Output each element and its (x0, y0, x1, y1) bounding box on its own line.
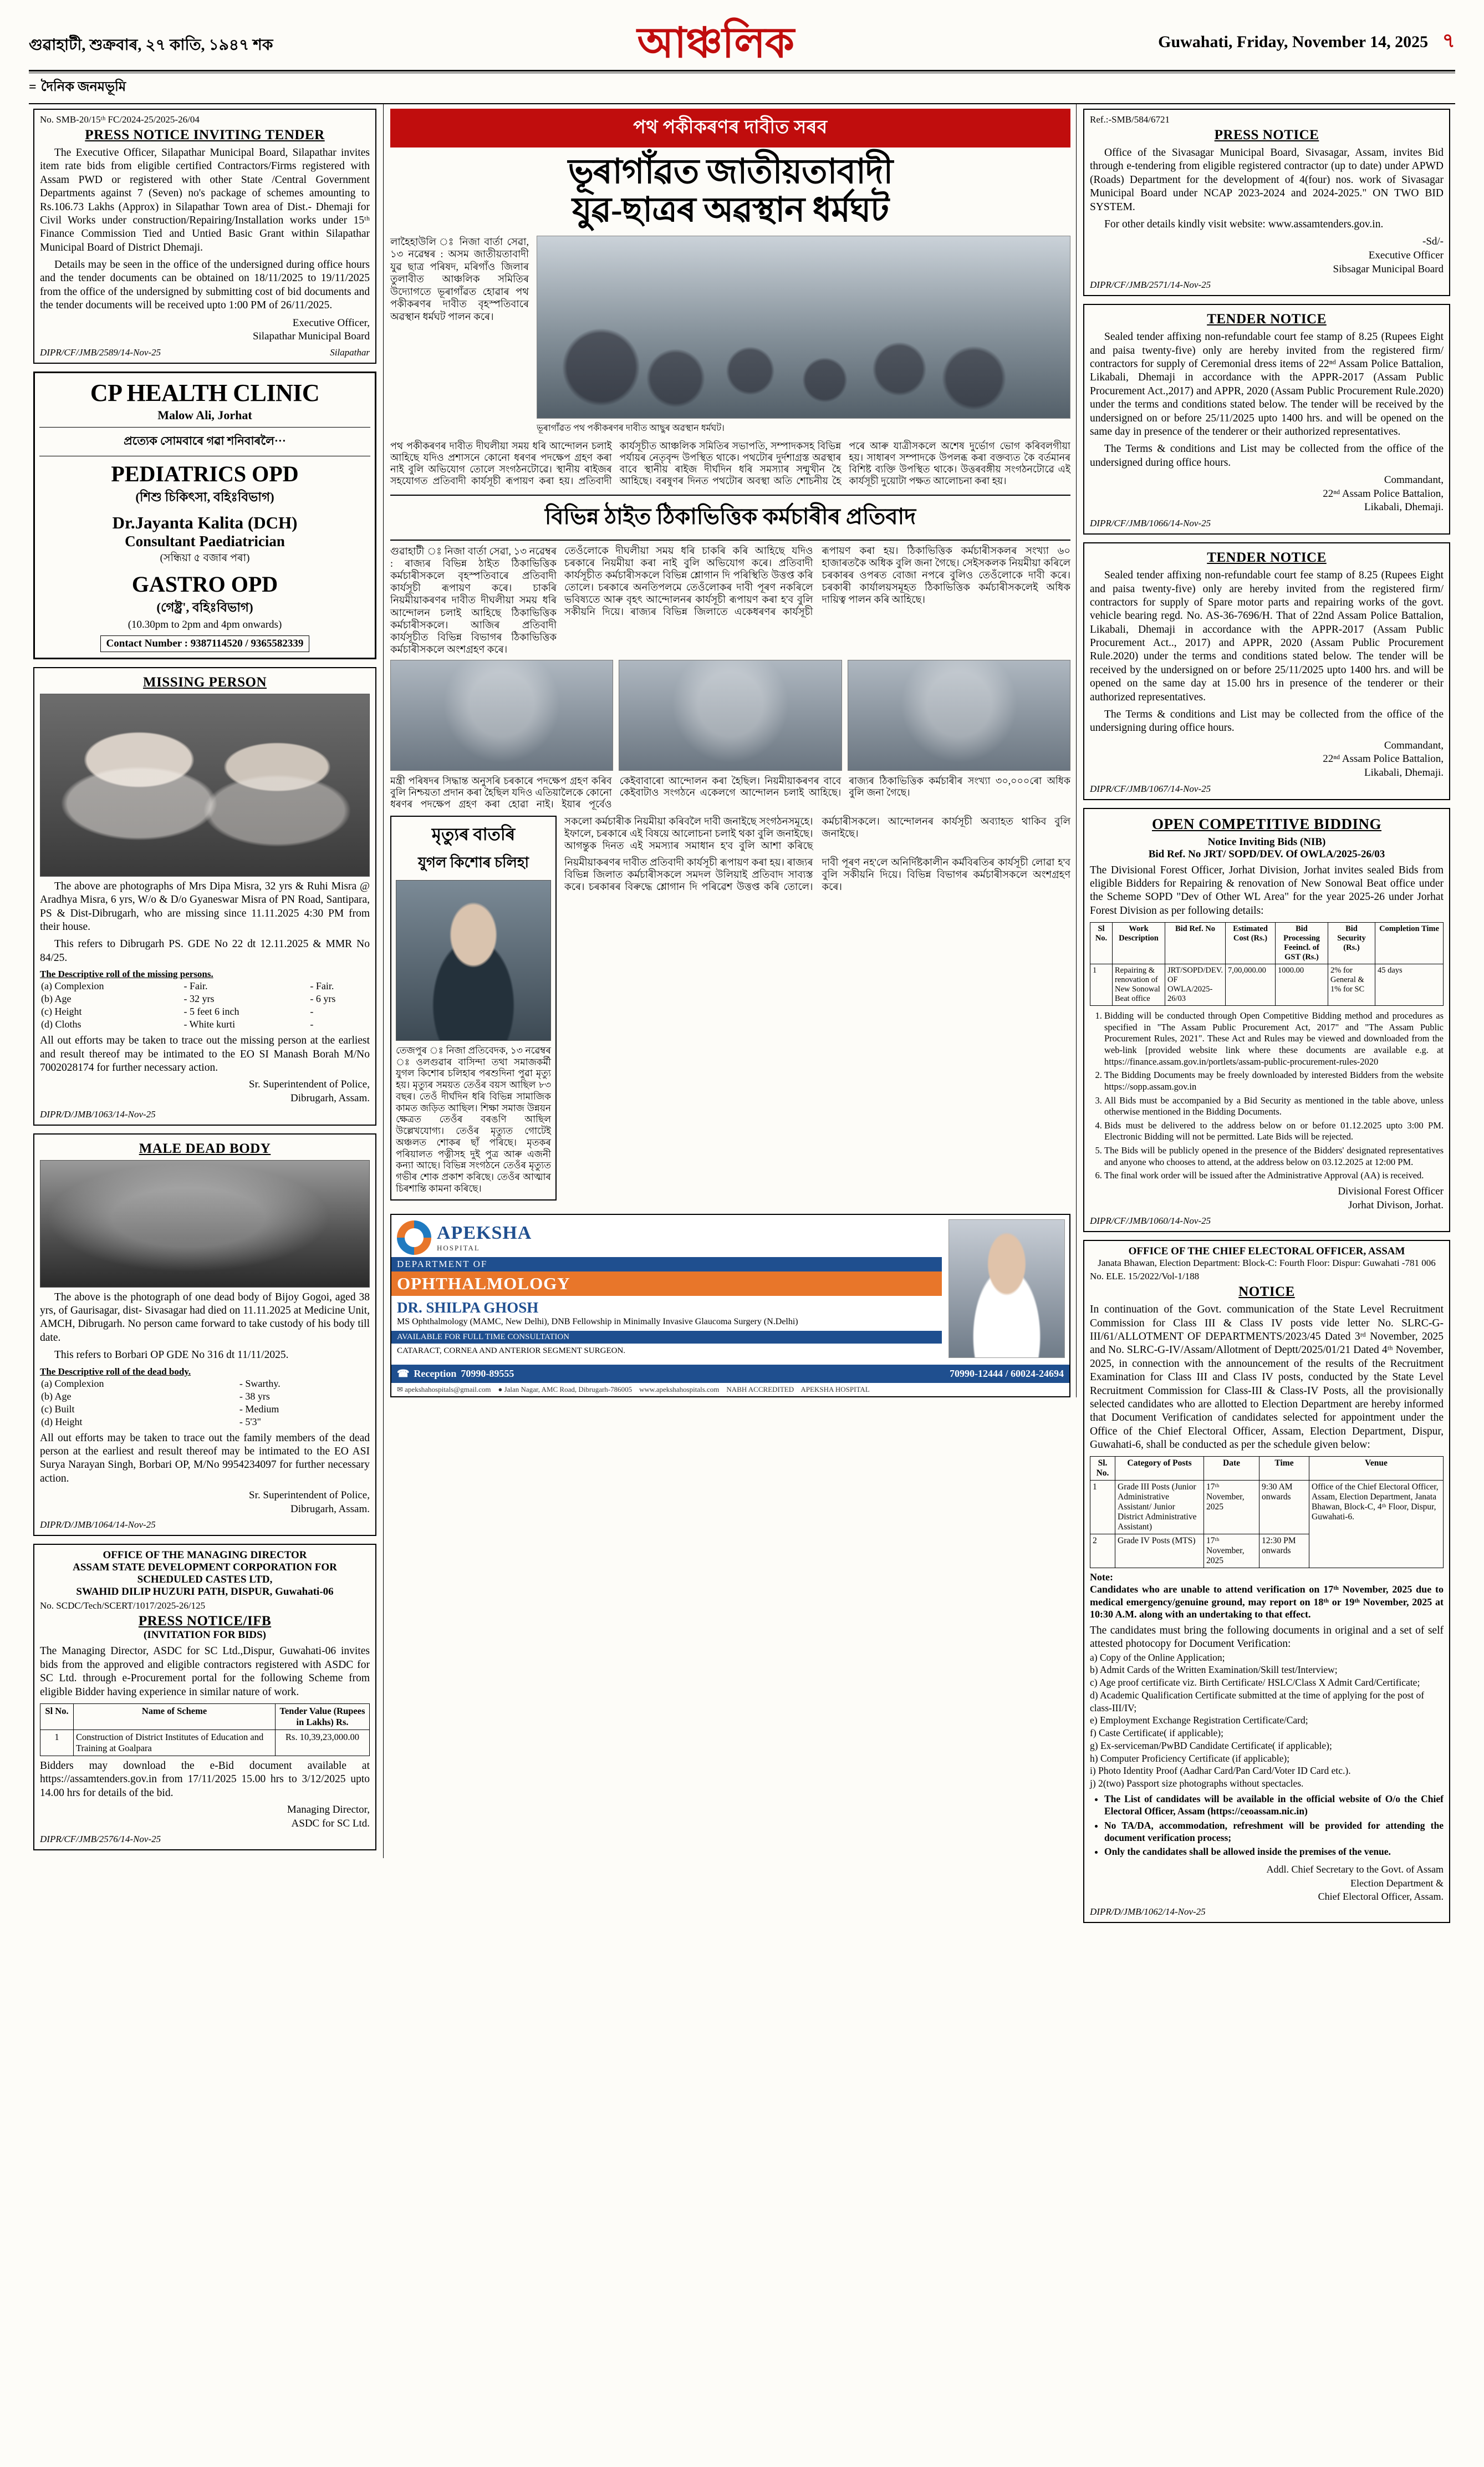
ad-apeksha-hospital (390, 1214, 1070, 1397)
tn2-signature (1090, 739, 1444, 780)
hospital-website[interactable]: www.apekshahospitals.com (639, 1385, 720, 1393)
roll-val-1: - Swarthy. (239, 1377, 281, 1389)
ceo-bullet-2: • No TA/DA, accommodation, refreshment will be provided for attending the document verification process; (1104, 1820, 1444, 1844)
ocb-sub-1: Notice Inviting Bids (NIB) (1207, 836, 1326, 848)
headline-line-1: ভূৰাগাঁৱত জাতীয়তাবাদী (568, 153, 893, 191)
ocb-th-fee: Bid Processing Feeincl. of GST (Rs.) (1276, 923, 1328, 964)
protest-photo-caption: ভূৰাগাঁৱত পথ পকীকৰণৰ দাবীত আছুৰ অৱস্থান ধৰ্মঘট। (537, 423, 725, 433)
third-text-wrap (564, 816, 1070, 893)
roll-label: (c) Height (41, 1006, 82, 1018)
table-row (40, 980, 370, 993)
sivasagar-sign-1: Executive Officer (1368, 249, 1444, 261)
tn1-sign-3: Likabali, Dhemaji. (1364, 501, 1444, 513)
obituary-body: তেজপুৰ ঃ নিজা প্ৰতিবেদক, ১৩ নৱেম্বৰ ঃ ওলগুৱাৰ বাসিন্দা তথা সমাজকৰ্মী যুগল কিশোৰ চলিহাৰ পৰশুদিনা পুৱা মৃত্যু হয়। মৃত্যুৰ সময়ত তেওঁৰ বয়স আছিল ৮৩ বছৰ। তেওঁ দীৰ্ঘদিন ধৰি বিভিন্ন সামাজিক কামত জড়িত আছিল। শিক্ষা সমাজ উন্নয়ন ক্ষেত্ৰত তেওঁৰ বৰঙণি আছিল উল্লেখযোগ্য। তেওঁৰ মৃত্যুত গোটেই অঞ্চলত শোকৰ ছাঁ পৰিছে। মৃতকৰ পৰিয়ালত পত্নীসহ দুই পুত্ৰ আৰু এজনী কন্যা আছে। বিভিন্ন সংগঠনে তেওঁৰ মৃত্যুত গভীৰ শোক প্ৰকাশ কৰিছে। তেওঁৰ আত্মাৰ চিৰশান্তি কামনা কৰিছে। (396, 1045, 551, 1194)
ocb-intro: The Divisional Forest Officer, Jorhat Division, Jorhat invites sealed Bids from eligible Bidders for Repairing & renovation of New Sonowal Beat office under the Scheme SOPD "Dev of Other WL Area" for the year 2025-26 under Jorhat Forest Division as per following details: (1090, 864, 1444, 917)
ceo-td-cat-1: Grade III Posts (Junior Administrative Assistant/ Junior District Administrative Assistant) (1115, 1481, 1204, 1534)
scdc-ref: No. SCDC/Tech/SCERT/1017/2025-26/125 (40, 1600, 206, 1611)
dead-dipr-row (40, 1519, 370, 1530)
roll-val-1: - 32 yrs (183, 993, 215, 1005)
clinic-dept-gastro-assamese: (গেষ্ট্ৰ', বহিঃবিভাগ) (156, 600, 253, 614)
edition-subhead: = দৈনিক জনমভূমি (29, 73, 1455, 103)
ad-tender-notice-motor-parts (1083, 542, 1450, 800)
tn2-dipr-row (1090, 784, 1444, 795)
ceo-th-venue: Venue (1309, 1457, 1444, 1481)
sivasagar-dipr: DIPR/CF/JMB/2571/14-Nov-25 (1090, 279, 1211, 291)
tn1-sign-1: Commandant, (1384, 474, 1444, 486)
obituary-box (390, 816, 557, 1201)
ceo-doc-b: b) Admit Cards of the Written Examination/Skill test/Interview; (1090, 1664, 1338, 1676)
tn2-body (1090, 569, 1444, 735)
hospital-brand-sub: HOSPITAL (437, 1243, 480, 1252)
clinic-dept-gastro: GASTRO OPD (131, 571, 278, 597)
ceo-docs-intro: The candidates must bring the following documents in original and a set of self attested photocopy for Document Verification: (1090, 1624, 1444, 1650)
protest-photo-3 (619, 660, 842, 771)
hospital-doctor-qualification: MS Ophthalmology (MAMC, New Delhi), DNB Fellowship in Minimally Invasive Glaucoma Surgery (N.Delhi) (397, 1316, 798, 1326)
ceo-note-label: Note: (1090, 1571, 1113, 1583)
ocb-td-ref: JRT/SOPD/DEV. OF OWLA/2025-26/03 (1165, 964, 1226, 1006)
dead-body-text (40, 1291, 370, 1362)
ocb-point-3: 3. All Bids must be accompanied by a Bid Security as mentioned in the table above, unless otherwise mentioned in the Bidding Documents. (1104, 1095, 1444, 1118)
ceo-doc-f: f) Caste Certificate( if applicable); (1090, 1727, 1223, 1739)
ceo-office: OFFICE OF THE CHIEF ELECTORAL OFFICER, ASSAM (1128, 1245, 1405, 1258)
table-row (40, 1390, 370, 1403)
hospital-branding (391, 1215, 942, 1257)
tn1-body (1090, 330, 1444, 470)
ocb-th-work: Work Description (1113, 923, 1165, 964)
ceo-table (1090, 1456, 1444, 1568)
tender-para-2: Details may be seen in the office of the undersigned during office hours and the tender documents can be obtained on 18/11/2025 to 19/11/2025 from the office of the undersigned by submitting cost of bid documents and the tender documents will be received upto 1:00 PM of 26/11/2025. (40, 259, 370, 312)
ocb-point-2: 2. The Bidding Documents may be freely downloaded by interested Bidders from the website https://sopp.assam.gov.in (1104, 1070, 1444, 1092)
ceo-note: Candidates who are unable to attend verification on 17ᵗʰ November, 2025 due to medical emergency/genuine ground, may report on 18ᵗʰ or 19ᵗʰ November, 2025 at 10:30 A.M. along with an undertaking to that effect. (1090, 1584, 1444, 1620)
tender-sign-2: Silapathar Municipal Board (252, 330, 370, 343)
second-story-photos (390, 660, 1070, 771)
missing-sign-1: Sr. Superintendent of Police, (249, 1079, 370, 1091)
hospital-logo-name (437, 1223, 532, 1253)
hospital-phone-2[interactable]: 70990-12444 / 60024-24694 (950, 1367, 1064, 1379)
dead-ref: This refers to Borbari OP GDE No 316 dt 11/11/2025. (54, 1349, 289, 1361)
dead-dipr: DIPR/D/JMB/1064/14-Nov-25 (40, 1519, 156, 1530)
masthead (29, 22, 1455, 69)
ocb-th-security: Bid Security (Rs.) (1328, 923, 1375, 964)
hospital-email[interactable]: apekshahospitals@gmail.com (405, 1385, 491, 1393)
column-center (384, 104, 1077, 1397)
roll-label: (d) Cloths (41, 1019, 81, 1030)
dead-sign-1: Sr. Superintendent of Police, (249, 1489, 370, 1501)
roll-label: (a) Complexion (41, 1377, 104, 1389)
hospital-specialty: OPHTHALMOLOGY (391, 1271, 942, 1296)
table-row (1090, 964, 1444, 1006)
ceo-doc-h: h) Computer Proficiency Certificate (if applicable); (1090, 1752, 1290, 1764)
tn1-terms: The Terms & conditions and List may be collected from the office of the undersigned during office hours. (1090, 443, 1444, 469)
roll-val-1: - 5 feet 6 inch (183, 1006, 239, 1018)
roll-val-2: - (310, 1006, 314, 1018)
ceo-th-cat: Category of Posts (1115, 1457, 1204, 1481)
scdc-td-sl: 1 (40, 1730, 74, 1756)
tn2-sign-2: 22ⁿᵈ Assam Police Battalion, (1323, 753, 1444, 765)
roll-val-1: - Fair. (183, 980, 208, 992)
email-icon: ✉ (397, 1385, 403, 1393)
tn1-dipr: DIPR/CF/JMB/1066/14-Nov-25 (1090, 518, 1211, 529)
ceo-bullet-1: • The List of candidates will be available in the official website of O/o the Chief Electoral Officer, Assam (https://ceoassam.nic.in) (1104, 1793, 1444, 1818)
ceo-sign-1: Addl. Chief Secretary to the Govt. of Assam (1266, 1864, 1444, 1875)
column-right (1077, 104, 1454, 1931)
hospital-dept-label: DEPARTMENT OF (391, 1257, 942, 1271)
ceo-doc-e: e) Employment Exchange Registration Certificate/Card; (1090, 1715, 1308, 1726)
ocb-point-4: 4. Bids must be delivered to the address below on or before 01.12.2025 upto 3:00 PM. Electronic Bidding will not be permitted. Late Bids will be rejected. (1104, 1120, 1444, 1143)
ocb-point-5: 5. The Bids will be publicly opened in the presence of the Bidders' designated representatives and anyone who chooses to attend, at the address below on 03.12.2025 at 12:00 PM. (1104, 1145, 1444, 1168)
clinic-gastro-time: (10.30pm to 2pm and 4pm onwards) (128, 618, 282, 630)
ocb-sign-1: Divisional Forest Officer (1338, 1185, 1444, 1197)
table-row (40, 1416, 370, 1428)
ad-press-notice-inviting-tender (33, 109, 376, 364)
ad-tender-notice-ceremonial-dress (1083, 304, 1450, 535)
ocb-td-work: Repairing & renovation of New Sonowal Beat office (1113, 964, 1165, 1006)
sivasagar-para: Office of the Sivasagar Municipal Board, Sivasagar, Assam, invites Bid through e-tendering from eligible registered contractor (up to date) under APWD (Roads) Department for the development of 4(four) nos. work of Sivasagar Municipal Board under NCAP 2023-2024 and 2024-2025." ON TWO BID SYSTEM. (1090, 147, 1444, 213)
obituary-wrap (390, 816, 557, 1207)
tn1-title: TENDER NOTICE (1207, 312, 1327, 327)
scdc-th-sl: Sl No. (40, 1703, 74, 1730)
ceo-bullet-3: • Only the candidates shall be allowed inside the premises of the venue. (1104, 1846, 1444, 1858)
phone-icon: ☎ (397, 1367, 410, 1379)
missing-person-photo (40, 694, 370, 877)
table-row (40, 1005, 370, 1018)
scdc-sign-2: ASDC for SC Ltd. (291, 1817, 370, 1829)
missing-caption: The above are photographs of Mrs Dipa Misra, 32 yrs & Ruhi Misra @ Aradhya Misra, 6 yrs, W/o & D/o Gyaneswar Misra of PN Road, Santipara, PS & Dist-Dibrugarh, who are missing since 11.11.2025 4:30 PM from their house. (40, 880, 370, 933)
masthead-date-assamese: গুৱাহাটী, শুক্ৰবাৰ, ২৭ কাতি, ১৯৪৭ শক (29, 37, 273, 54)
obituary-title: মৃত্যুৰ বাতৰি (431, 825, 516, 844)
table-header-row (40, 1703, 370, 1730)
clinic-days: প্ৰত্যেক সোমবাৰে গৱা শনিবাৰলৈ··· (124, 434, 286, 447)
masthead-center (273, 20, 1158, 67)
second-story-left (390, 545, 557, 655)
lead-dateline: লাহৈহাউলি ঃ নিজা বাৰ্তা সেৱা, ১৩ নৱেম্বৰ : অসম জাতীয়তাবাদী যুৱ ছাত্ৰ পৰিষদ, মৰিগাঁও জিলাৰ তুলাবীত আঞ্চলিক সমিতিৰ উদ্যোগতে ভূৰাগাঁৱত হোৱাৰ পথ পকীকৰণৰ দাবীত বৃহস্পতিবাৰে অৱস্থান ধৰ্মঘট পালন কৰে। (390, 236, 529, 322)
ceo-td-sl-1: 1 (1090, 1481, 1115, 1534)
ceo-td-date-2: 17ᵗʰ November, 2025 (1204, 1534, 1259, 1568)
ceo-sign-3: Chief Electoral Officer, Assam. (1318, 1890, 1444, 1902)
sivasagar-signature (1090, 235, 1444, 276)
scdc-td-scheme: Construction of District Institutes of Education and Training at Goalpara (74, 1730, 276, 1756)
ceo-address: Janata Bhawan, Election Department: Block-C: Fourth Floor: Dispur: Guwahati -781 006 (1098, 1258, 1436, 1269)
table-row (40, 1018, 370, 1031)
missing-signature (40, 1078, 370, 1105)
tn2-sign-3: Likabali, Dhemaji. (1364, 767, 1444, 779)
obituary-and-text (390, 816, 1070, 1207)
ceo-td-time-1: 9:30 AM onwards (1259, 1481, 1309, 1534)
ocb-point-1: 1. Bidding will be conducted through Open Competitive Bidding method and procedures as specified in "The Assam Public Procurement Act, 2017" and "The Assam Public Procurement Rules, 2021". These Act and Rules may be viewed and downloaded from the web-link [provided website link where these documents are available e.g. at https://finance.assam.gov.in/portlets/assam-public-procurement-rules-2020 (1104, 1010, 1444, 1067)
missing-title: MISSING PERSON (142, 674, 267, 690)
sivasagar-detail: For other details kindly visit website: www.assamtenders.gov.in. (1104, 218, 1384, 230)
ocb-th-ref: Bid Ref. No (1165, 923, 1226, 964)
second-story-body: তেওঁলোকে দীঘলীয়া সময় ধৰি চাকৰি কৰি আহিছে যদিও চৰকাৰে নিয়মীয়া কৰা নাই বুলি অভিযোগ কৰে। প্ৰতিবাদী কাৰ্যসূচীত কৰ্মচাৰীসকলে বিভিন্ন শ্লোগান দি পৰিস্থিতি উত্তপ্ত কৰি তোলে। চৰকাৰে অনতিপলমে তেওঁলোকৰ দাবী পূৰণ নকৰিলে ভবিষ্যতে আৰু বৃহৎ আন্দোলনৰ কাৰ্যসূচী ৰূপায়ণ কৰা হ'ব বুলি সকীয়নি দিয়ে। ৰাজ্যৰ বিভিন্ন জিলাতে একেধৰণৰ কাৰ্যসূচী ৰূপায়ণ কৰা হয়। ঠিকাভিত্তিক কৰ্মচাৰীসকলৰ সংখ্যা ৬০ হাজাৰতকৈ অধিক বুলি জনা গৈছে। সেইসকলক নিয়মীয়া কৰিলে চৰকাৰৰ ওপৰত বোজা নপৰে বুলিও তেওঁলোকে দাবী কৰে। চৰকাৰী কাৰ্যালয়সমূহত ঠিকাভিত্তিক কৰ্মচাৰীসকলেই অধিক দায়িত্ব পালন কৰি আহিছে। (564, 545, 1070, 617)
headline-line-2: যুৱ-ছাত্ৰৰ অৱস্থান ধৰ্মঘট (572, 191, 889, 230)
ocb-td-time: 45 days (1375, 964, 1444, 1006)
ocb-th-cost: Estimated Cost (Rs.) (1226, 923, 1276, 964)
tender-body (40, 146, 370, 313)
ceo-td-date-1: 17ᵗʰ November, 2025 (1204, 1481, 1259, 1534)
missing-roll-title: The Descriptive roll of the missing persons. (40, 969, 213, 980)
scdc-footer: Bidders may download the e-Bid document available at https://assamtenders.gov.in from 17/11/2025 15.00 hrs to 3/12/2025 upto 14.00 hrs for details of the bid. (40, 1759, 370, 1799)
ad-missing-person (33, 667, 376, 1126)
roll-val-1: - Medium (239, 1403, 279, 1415)
fourth-story-body: নিয়মীয়াকৰণৰ দাবীত প্ৰতিবাদী কাৰ্যসূচী ৰূপায়ণ কৰা হয়। ৰাজ্যৰ বিভিন্ন জিলাত কৰ্মচাৰীসকলে সমদল উলিয়াই প্ৰতিবাদ সাব্যস্ত কৰে। চৰকাৰৰ বিৰুদ্ধে শ্লোগান দি পৰিৱেশ উত্তপ্ত কৰি তোলে। দাবী পূৰণ নহ'লে অনিৰ্দিষ্টকালীন কৰ্মবিৰতিৰ কাৰ্যসূচী লোৱা হ'ব বুলি সকীয়নি দিয়ে। বিভিন্ন বিভাগৰ কৰ্মচাৰীসকলে অংশগ্ৰহণ কৰে। (564, 856, 1070, 892)
page-number: ৭ (1442, 29, 1455, 52)
ocb-dipr: DIPR/CF/JMB/1060/14-Nov-25 (1090, 1215, 1211, 1227)
column-left (29, 104, 384, 1858)
ad-asdc-press-notice (33, 1544, 376, 1850)
roll-val-2: - Fair. (310, 980, 334, 992)
hospital-accreditation: NABH ACCREDITED (726, 1385, 794, 1393)
table-header-row (1090, 923, 1444, 964)
tn1-para: Sealed tender affixing non-refundable court fee stamp of 8.25 (Rupees Eight and paisa twenty-five) only are hereby invited from the registered firm/ contractors for supply of Ceremonial dress items of 22ⁿᵈ Assam Police Battalion, Likabali, Dhemaji in accordance with the APPR-2017 (Assam Public Procurement Act.,2017) and APPR, 2020 (Assam Public Procurement Rule.2020) under the terms and conditions stated below. The tender will be received by the undersigned on or before 25/11/2025 upto 1400 hrs. and will be opened on the same day in presence of the tenderer or their authorized representatives. (1090, 331, 1444, 438)
obituary-photo (396, 880, 551, 1041)
obituary-name: যুগল কিশোৰ চলিহা (417, 854, 529, 871)
roll-val-1: - 38 yrs (239, 1390, 270, 1402)
table-row (40, 993, 370, 1005)
scdc-title: PRESS NOTICE/IFB (138, 1614, 272, 1629)
protest-photo-4 (848, 660, 1070, 771)
ocb-table (1090, 922, 1444, 1006)
masthead-date-english (1158, 26, 1455, 64)
tender-ref: No. SMB-20/15ᵗʰ FC/2024-25/2025-26/04 (40, 114, 200, 125)
ceo-title: NOTICE (1238, 1284, 1295, 1300)
roll-label: (b) Age (41, 1390, 72, 1402)
hospital-footer (391, 1365, 1069, 1383)
scdc-table (40, 1703, 370, 1756)
tn2-terms: The Terms & conditions and List may be collected from the office of the undersigning during office hours. (1090, 708, 1444, 734)
clinic-doctor-role: Consultant Paediatrician (125, 532, 285, 550)
scdc-th-scheme: Name of Scheme (74, 1703, 276, 1730)
ceo-signature (1090, 1863, 1444, 1903)
second-story (390, 545, 1070, 655)
dead-body-photo (40, 1160, 370, 1288)
clinic-contact[interactable]: Contact Number : 9387114520 / 9365582339 (100, 635, 310, 652)
page-title (390, 153, 1070, 230)
scdc-signature (40, 1803, 370, 1830)
tn1-sign-2: 22ⁿᵈ Assam Police Battalion, (1323, 487, 1444, 500)
clinic-name: CP HEALTH CLINIC (90, 379, 320, 406)
tender-para-1: The Executive Officer, Silapathar Municipal Board, Silapathar invites item rate bids from eligible certified Contractors/Firms registered with Assam PWD or registered with other State /Central Government Departments against 7 (Seven) no's package of schemes amounting to Rs.106.73 Lakhs (Approx) in Silapathar Town area of Dist.- Dhemaji for Civil Works under construction/Repairing/Installation works under 15ᵗʰ Finance Commission Tied and Untied Basic Grant within Silapathar Municipal Board of District Dhemaji. (40, 147, 370, 253)
tender-dipr-row (40, 347, 370, 358)
scdc-th-value: Tender Value (Rupees in Lakhs) Rs. (276, 1703, 370, 1730)
tn1-signature (1090, 474, 1444, 515)
roll-label: (d) Height (41, 1416, 83, 1427)
ceo-dipr-row (1090, 1906, 1444, 1917)
second-story-dateline: গুৱাহাটী ঃ নিজা বাৰ্তা সেৱা, ১৩ নৱেম্বৰ : ৰাজ্যৰ বিভিন্ন ঠাইত ঠিকাভিত্তিক কৰ্মচাৰীসকলে বৃহস্পতিবাৰে প্ৰতিবাদী কাৰ্যসূচী ৰূপায়ণ কৰে। চাকৰি নিয়মীয়াকৰণৰ দাবীত দীঘলীয়া সময় ধৰি আন্দোলন চলাই আহিছে ঠিকাভিত্তিক কৰ্মচাৰীসকলে। আজিৰ প্ৰতিবাদী কাৰ্যসূচীত বিভিন্ন বিভাগৰ ঠিকাভিত্তিক কৰ্মচাৰীসকলে অংশগ্ৰহণ কৰে। (390, 545, 557, 655)
ceo-th-sl: Sl. No. (1090, 1457, 1115, 1481)
lead-photo-wrap (537, 236, 1070, 436)
ocb-th-sl: Sl No. (1090, 923, 1113, 964)
ceo-doc-j: j) 2(two) Passport size photographs without spectacles. (1090, 1778, 1304, 1789)
ceo-doc-a: a) Copy of the Online Application; (1090, 1651, 1225, 1663)
missing-dipr: DIPR/D/JMB/1063/14-Nov-25 (40, 1108, 156, 1120)
roll-val-1: - White kurti (183, 1019, 236, 1030)
ceo-sign-2: Election Department & (1350, 1877, 1444, 1889)
ceo-bullets (1090, 1793, 1444, 1858)
clinic-dept-pediatrics-assamese: (শিশু চিকিৎসা, বহিঃবিভাগ) (135, 490, 274, 504)
ocb-point-6: 6. The final work order will be issued after the Administrative Approval (AA) is received. (1104, 1170, 1444, 1182)
masthead-date-text: Guwahati, Friday, November 14, 2025 (1158, 33, 1429, 51)
sivasagar-sign-2: Sibsagar Municipal Board (1333, 263, 1444, 275)
dead-footnote: All out efforts may be taken to trace out the family members of the dead person at the earliest and result thereof may be intimated to the EO ASI Surya Narayan Singh, Borbari OP, M/No 9954234097 for further necessary action. (40, 1432, 370, 1484)
ceo-td-cat-2: Grade IV Posts (MTS) (1115, 1534, 1204, 1568)
tn1-dipr-row (1090, 518, 1444, 529)
dead-caption: The above is the photograph of one dead body of Bijoy Gogoi, aged 38 yrs, of Gaurisagar, dist- Sivasagar had died on 11.11.2025 at Medicine Unit, AMCH, Dibrugarh. No person came forward to take custody of his body till date. (40, 1291, 370, 1344)
newspaper-logo: আঞ্চলিক (637, 20, 794, 67)
ceo-doc-d: d) Academic Qualification Certificate submitted at the time of applying for the post of class-III/IV; (1090, 1689, 1425, 1713)
roll-val-2: - 6 yrs (310, 993, 336, 1005)
tender-place: Silapathar (330, 347, 370, 358)
scdc-sign-1: Managing Director, (287, 1804, 370, 1815)
apeksha-logo-icon (397, 1220, 431, 1255)
table-row (40, 1730, 370, 1756)
scdc-office-3: SWAHID DILIP HUZURI PATH, DISPUR, Guwahati-06 (76, 1586, 334, 1598)
ceo-td-venue: Office of the Chief Electoral Officer, Assam, Election Department, Janata Bhawan, Block-C, 4ᵗʰ Floor, Dispur, Guwahati-6. (1309, 1481, 1444, 1568)
roll-val-2: - (310, 1019, 314, 1030)
dead-title: MALE DEAD BODY (139, 1141, 271, 1156)
tender-sign-1: Executive Officer, (292, 317, 370, 329)
roll-label: (b) Age (41, 993, 72, 1005)
dead-sign-2: Dibrugarh, Assam. (290, 1503, 370, 1515)
ceo-th-time: Time (1259, 1457, 1309, 1481)
hospital-availability: AVAILABLE FOR FULL TIME CONSULTATION (391, 1331, 942, 1344)
dead-roll-table (40, 1377, 370, 1428)
ceo-body: In continuation of the Govt. communication of the State Level Recruitment Commission for Class III & Class IV posts vide letter No. SLRC-G-III/61/ALLOTMENT OF DEPARTMENTS/2023/45 Dated 3ʳᵈ November, 2025 and No. SLRC-G-IV/Assam/Allotment of Deptt/2025/01/21 Dated 4ᵗʰ November, 2025, in connection with the announcement of the results of the Recruitment Examination for Class III and Class IV posts, conducted by the State Level Recruitment Commission for Class-III & Class-IV Posts, all the provisionally selected candidates who are allotted to Election Department are hereby informed that Document Verification of candidates selected for appointment under the Office of the Chief Electoral Officer, Assam, Election Department, Dispur, Guwahati-6, shall be conducted as per the schedule given below: (1090, 1304, 1444, 1451)
clinic-doctor-time: (সন্ধিয়া ৫ বজাৰ পৰা) (160, 552, 250, 564)
hospital-brand-text: APEKSHA (437, 1222, 532, 1243)
roll-val-1: - 5'3" (239, 1416, 261, 1427)
location-icon: ● (498, 1385, 503, 1393)
ceo-doc-i: i) Photo Identity Proof (Aadhar Card/Pan Card/Voter ID Card etc.). (1090, 1765, 1351, 1777)
table-row (1090, 1481, 1444, 1534)
ocb-td-cost: 7,00,000.00 (1226, 964, 1276, 1006)
missing-dipr-row (40, 1109, 370, 1120)
roll-label: (a) Complexion (41, 980, 104, 992)
ocb-sub-2: Bid Ref. No JRT/ SOPD/DEV. Of OWLA/2025-26/03 (1148, 848, 1385, 860)
sivasagar-sign-0: -Sd/- (1422, 236, 1444, 248)
missing-sign-2: Dibrugarh, Assam. (290, 1092, 370, 1104)
tender-title: PRESS NOTICE INVITING TENDER (85, 128, 325, 143)
tn2-dipr: DIPR/CF/JMB/1067/14-Nov-25 (1090, 783, 1211, 794)
tender-signature (40, 317, 370, 344)
hospital-reception-label: Reception (414, 1367, 457, 1379)
table-row (40, 1377, 370, 1390)
clinic-dept-pediatrics: PEDIATRICS OPD (111, 461, 299, 486)
tn2-title: TENDER NOTICE (1207, 550, 1327, 566)
tn2-sign-1: Commandant, (1384, 739, 1444, 751)
lead-story-body: পথ পকীকৰণৰ দাবীত দীঘলীয়া সময় ধৰি আন্দোলন চলাই আহিছে যদিও প্ৰশাসনে কোনো ধৰণৰ পদক্ষেপ গ্ৰহণ কৰা নাই বুলি অভিযোগ তোলে সংগঠনটোৱে। স্থানীয় ৰাইজৰ সহযোগত প্ৰতিবাদী কাৰ্যসূচী ৰূপায়ণ কৰা হয়। প্ৰতিবাদী কাৰ্যসূচীত আঞ্চলিক সমিতিৰ সভাপতি, সম্পাদকসহ বিভিন্ন পৰ্যায়ৰ নেতৃবৃন্দ উপস্থিত থাকে। পথটোৰ দুৰ্দশাগ্ৰস্ত অৱস্থাৰ বাবে স্থানীয় ৰাইজ দীৰ্ঘদিন ধৰি সমস্যাৰ সন্মুখীন হৈ আহিছে। বৰষুণৰ দিনত পথটোৰ অবস্থা অতি শোচনীয় হৈ পৰে আৰু যাত্ৰীসকলে অশেষ দুৰ্ভোগ ভোগ কৰিবলগীয়া হয়। সাধাৰণ সম্পাদকে উপলব্ধ কৰা বক্তব্যত কৈ বৰ্তমানৰ বিশিষ্ট ব্যক্তি উপস্থিত থাকে। উত্তৰবঙ্গীয় সংগঠনটোৱে এই কাৰ্যসূচী দুয়োটা পক্ষত আলোচনা কৰা হয়। (390, 440, 1070, 486)
ceo-th-date: Date (1204, 1457, 1259, 1481)
scdc-subtitle: (INVITATION FOR BIDS) (144, 1629, 266, 1641)
ceo-docs-list (1090, 1651, 1444, 1790)
ocb-td-fee: 1000.00 (1276, 964, 1328, 1006)
hospital-services: CATARACT, CORNEA AND ANTERIOR SEGMENT SURGEON. (397, 1346, 626, 1355)
missing-roll-table (40, 980, 370, 1031)
ceo-td-sl-2: 2 (1090, 1534, 1115, 1568)
scdc-td-value: Rs. 10,39,23,000.00 (276, 1730, 370, 1756)
ceo-doc-g: g) Ex-serviceman/PwBD Candidate Certificate( if applicable); (1090, 1739, 1332, 1751)
hospital-contact-line (391, 1383, 1069, 1396)
lead-story (390, 236, 1070, 436)
ad-sivasagar-press-notice (1083, 109, 1450, 296)
clinic-divider-1 (39, 427, 370, 428)
ad-chief-electoral-officer-notice (1083, 1240, 1450, 1923)
roll-label: (c) Built (41, 1403, 75, 1415)
hospital-phone-1[interactable]: 70990-89555 (461, 1367, 514, 1379)
tender-dipr: DIPR/CF/JMB/2589/14-Nov-25 (40, 347, 161, 358)
page-grid (29, 103, 1455, 1931)
ocb-td-sl: 1 (1090, 964, 1113, 1006)
ceo-ref: No. ELE. 15/2022/Vol-1/188 (1090, 1271, 1200, 1282)
missing-footnote: All out efforts may be taken to trace out the missing person at the earliest and result thereof may be intimated to the EO SI Manash Borah M/No 7002028174 for further necessary action. (40, 1035, 370, 1074)
dead-signature (40, 1489, 370, 1516)
hospital-doctor-photo (948, 1219, 1065, 1358)
protest-photo (537, 236, 1070, 419)
table-row (40, 1403, 370, 1416)
sivasagar-body (1090, 146, 1444, 231)
missing-ref: This refers to Dibrugarh PS. GDE No 22 dt 12.11.2025 & MMR No 84/25. (40, 938, 370, 964)
ad-open-competitive-bidding (1083, 808, 1450, 1233)
scdc-office-1: OFFICE OF THE MANAGING DIRECTOR (103, 1549, 307, 1561)
missing-body (40, 880, 370, 965)
second-story-right (564, 545, 1070, 618)
ocb-points (1090, 1010, 1444, 1182)
dead-roll-title: The Descriptive roll of the dead body. (40, 1366, 191, 1377)
sivasagar-title: PRESS NOTICE (1214, 128, 1319, 143)
scdc-office-2: ASSAM STATE DEVELOPMENT CORPORATION FOR SCHEDULED CASTES LTD, (73, 1561, 337, 1586)
ocb-th-time: Completion Time (1375, 923, 1444, 964)
hospital-name-footer: APEKSHA HOSPITAL (800, 1385, 870, 1393)
third-story-body: সকলো কৰ্মচাৰীক নিয়মীয়া কৰিবলৈ দাবী জনাইছে সংগঠনসমূহে। ইফালে, চৰকাৰে এই বিষয়ে আলোচনা চলাই থকা বুলি জনাইছে। আগন্তুক দিনত এই সমস্যাৰ সমাধান হ'ব বুলি আশা কৰিছে কৰ্মচাৰীসকলে। আন্দোলনৰ কাৰ্যসূচী অব্যাহত থাকিব বুলি জনাইছে। (564, 816, 1070, 851)
second-story-body-2: মন্ত্ৰী পৰিষদৰ সিদ্ধান্ত অনুসৰি চৰকাৰে পদক্ষেপ গ্ৰহণ কৰিব বুলি নিশ্চয়তা প্ৰদান কৰা হৈছিল যদিও এতিয়ালৈকে কোনো ধৰণৰ পদক্ষেপ গ্ৰহণ কৰা হোৱা নাই। ইয়াৰ পূৰ্বেও কেইবাবাৰো আন্দোলন কৰা হৈছিল। নিয়মীয়াকৰণৰ বাবে কেইবাটাও সংগঠনে একেলগে আন্দোলন চলাই আহিছে। ৰাজ্যৰ ঠিকাভিত্তিক কৰ্মচাৰীৰ সংখ্যা ৩০,০০০ৰো অধিক বুলি জনা গৈছে। (390, 775, 1070, 810)
ocb-signature (1090, 1185, 1444, 1212)
sivasagar-ref: Ref.:-SMB/584/6721 (1090, 114, 1170, 125)
story-kicker: পথ পকীকৰণৰ দাবীত সৰব (390, 109, 1070, 147)
ocb-title: OPEN COMPETITIVE BIDDING (1151, 815, 1382, 832)
ocb-sign-2: Jorhat Divison, Jorhat. (1348, 1199, 1444, 1211)
scdc-para: The Managing Director, ASDC for SC Ltd.,Dispur, Guwahati-06 invites bids from the approved and eligible contractors registered with ASDC for SC Ltd. through e-Procurement portal for the following Scheme from eligible Bidder having experience in similar nature of work. (40, 1645, 370, 1698)
sivasagar-dipr-row (1090, 279, 1444, 291)
ocb-dipr-row (1090, 1215, 1444, 1227)
hospital-address: Jalan Nagar, AMC Road, Dibrugarh-786005 (504, 1385, 633, 1393)
section-heading-contract-employees: বিভিন্ন ঠাইত ঠিকাভিত্তিক কৰ্মচাৰীৰ প্ৰতিবাদ (390, 495, 1070, 541)
ceo-dipr: DIPR/D/JMB/1062/14-Nov-25 (1090, 1906, 1206, 1917)
hospital-doctor-name: DR. SHILPA GHOSH (397, 1299, 539, 1316)
ocb-td-security: 2% for General & 1% for SC (1328, 964, 1375, 1006)
scdc-dipr-row (40, 1834, 370, 1845)
ad-male-dead-body (33, 1133, 376, 1537)
ad-cp-health-clinic (33, 372, 376, 659)
ceo-doc-c: c) Age proof certificate viz. Birth Certificate/ HSLC/Class X Admit Card/Certificate; (1090, 1677, 1420, 1688)
scdc-dipr: DIPR/CF/JMB/2576/14-Nov-25 (40, 1834, 161, 1845)
ceo-td-time-2: 12:30 PM onwards (1259, 1534, 1309, 1568)
protest-photo-2 (390, 660, 613, 771)
table-header-row (1090, 1457, 1444, 1481)
tn2-para: Sealed tender affixing non-refundable court fee stamp of 8.25 (Rupees Eight and paisa twenty-five) only are hereby invited from the registered firm/ contractors for supply of Spare motor parts and repairing works of the govt. vehicle bearing regd. No. AS-36-7696/H. That of 22nd Assam Police Battalion, Likabali, Dhemaji in accordance with the APPR-2017 (Assam Public Procurement Act.., 2017) and APPR, 2020 (Assam Public Procurement Rule.2020) under the terms and conditions stated below. The tender will be received by the undersigned on or before 25/11/2025 upto 1400 hrs. and will be opened on the same day at 15.00 hrs in presence of the tenderer or their authorized representatives. (1090, 569, 1444, 703)
clinic-doctor-name: Dr.Jayanta Kalita (DCH) (112, 512, 298, 532)
clinic-address: Malow Ali, Jorhat (157, 408, 252, 422)
